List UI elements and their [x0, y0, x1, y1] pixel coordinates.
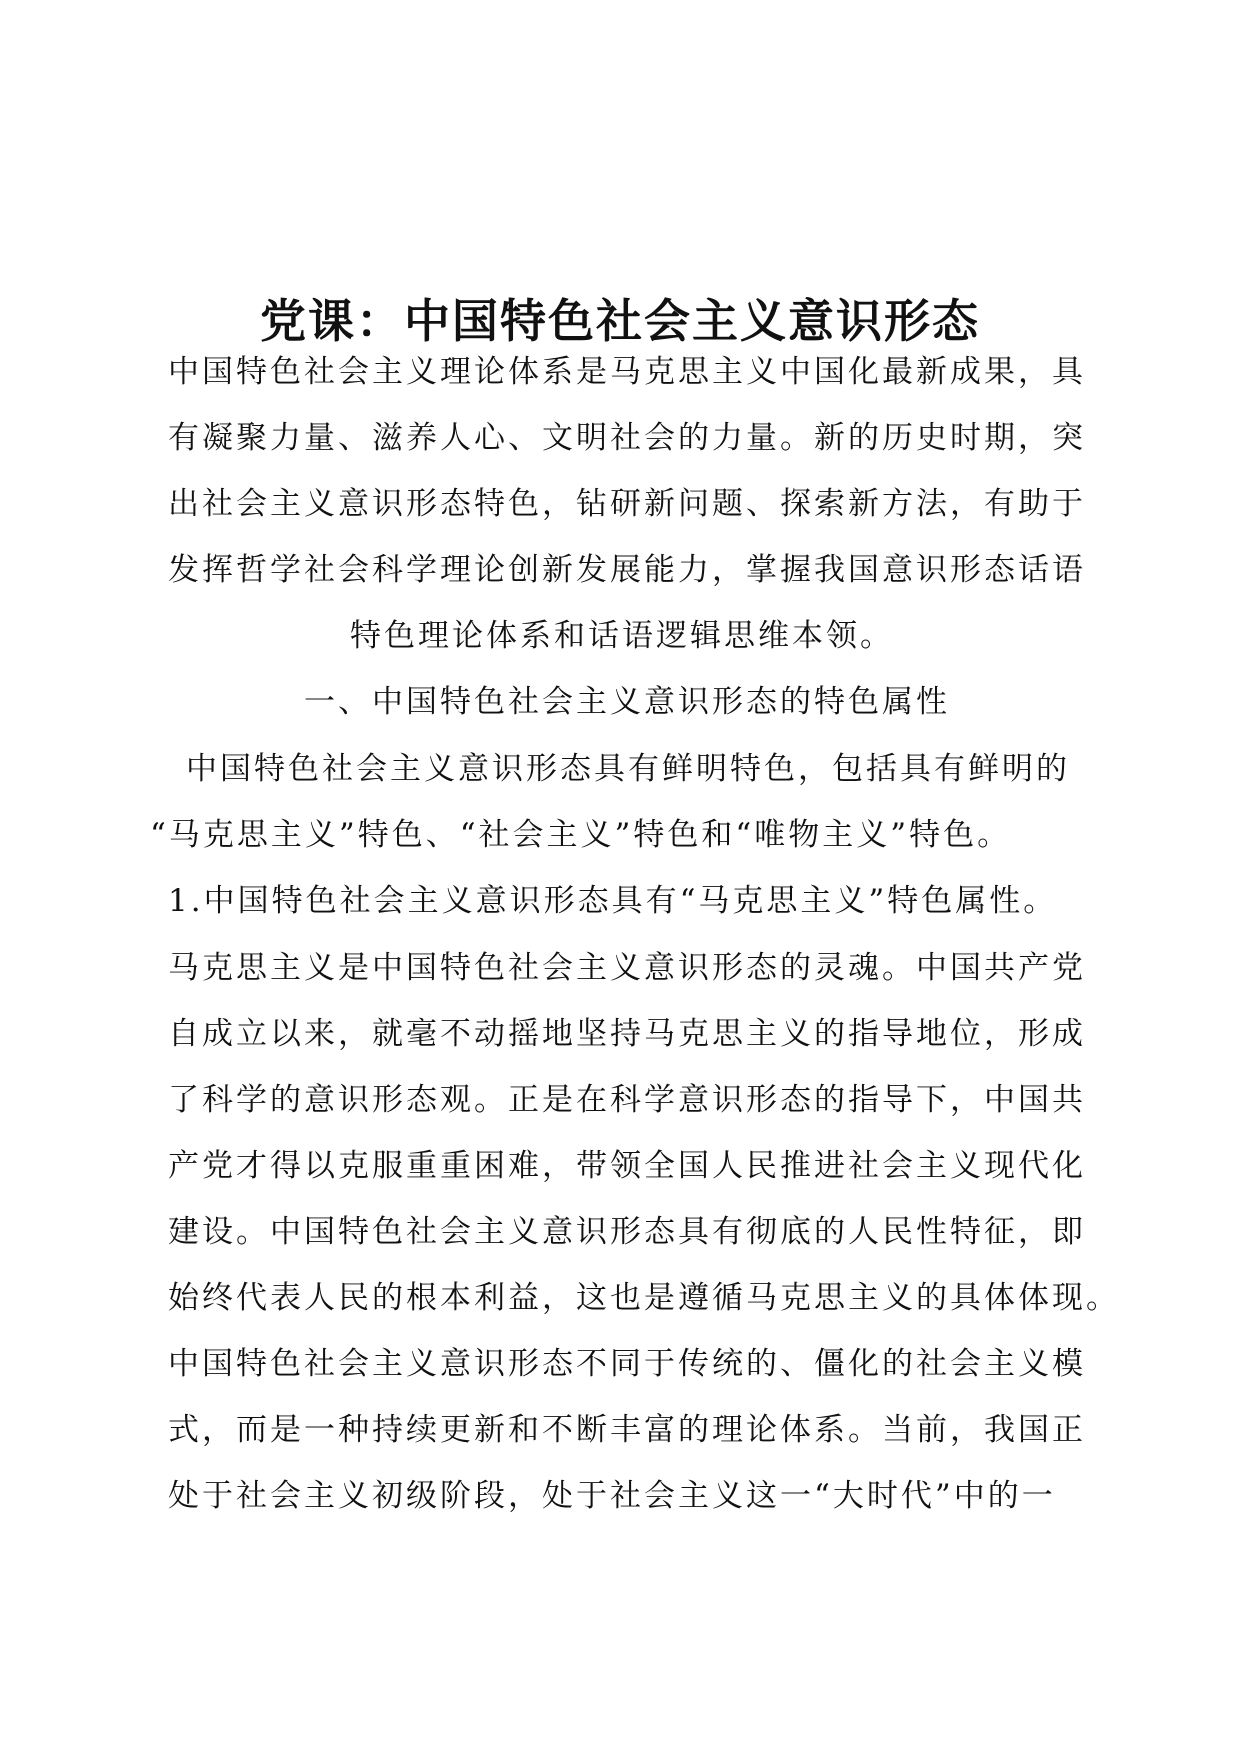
- intro-line: 中国特色社会主义理论体系是马克思主义中国化最新成果，具: [168, 354, 1086, 390]
- page-title: 党课：中国特色社会主义意识形态: [260, 294, 980, 348]
- paragraph-line: 中国特色社会主义意识形态不同于传统的、僵化的社会主义模: [168, 1346, 1086, 1382]
- paragraph-line: 式，而是一种持续更新和不断丰富的理论体系。当前，我国正: [168, 1412, 1086, 1448]
- paragraph-line: 中国特色社会主义意识形态具有鲜明特色，包括具有鲜明的: [186, 751, 1070, 787]
- section-heading: 一、中国特色社会主义意识形态的特色属性: [304, 684, 950, 720]
- intro-line: 特色理论体系和话语逻辑思维本领。: [350, 618, 894, 654]
- intro-line: 发挥哲学社会科学理论创新发展能力，掌握我国意识形态话语: [168, 552, 1086, 588]
- paragraph-line: 始终代表人民的根本利益，这也是遵循马克思主义的具体体现。: [168, 1280, 1120, 1316]
- paragraph-line: “马克思主义”特色、“社会主义”特色和“唯物主义”特色。: [150, 817, 1012, 853]
- paragraph-line: 处于社会主义初级阶段，处于社会主义这一“大时代”中的一: [168, 1478, 1056, 1514]
- intro-line: 有凝聚力量、滋养人心、文明社会的力量。新的历史时期，突: [168, 420, 1086, 456]
- paragraph-line: 自成立以来，就毫不动摇地坚持马克思主义的指导地位，形成: [168, 1016, 1086, 1052]
- point-heading: 1.中国特色社会主义意识形态具有“马克思主义”特色属性。: [168, 883, 1058, 919]
- paragraph-line: 马克思主义是中国特色社会主义意识形态的灵魂。中国共产党: [168, 950, 1086, 986]
- paragraph-line: 建设。中国特色社会主义意识形态具有彻底的人民性特征，即: [168, 1214, 1086, 1250]
- paragraph-line: 了科学的意识形态观。正是在科学意识形态的指导下，中国共: [168, 1082, 1086, 1118]
- intro-line: 出社会主义意识形态特色，钻研新问题、探索新方法，有助于: [168, 486, 1086, 522]
- paragraph-line: 产党才得以克服重重困难，带领全国人民推进社会主义现代化: [168, 1148, 1086, 1184]
